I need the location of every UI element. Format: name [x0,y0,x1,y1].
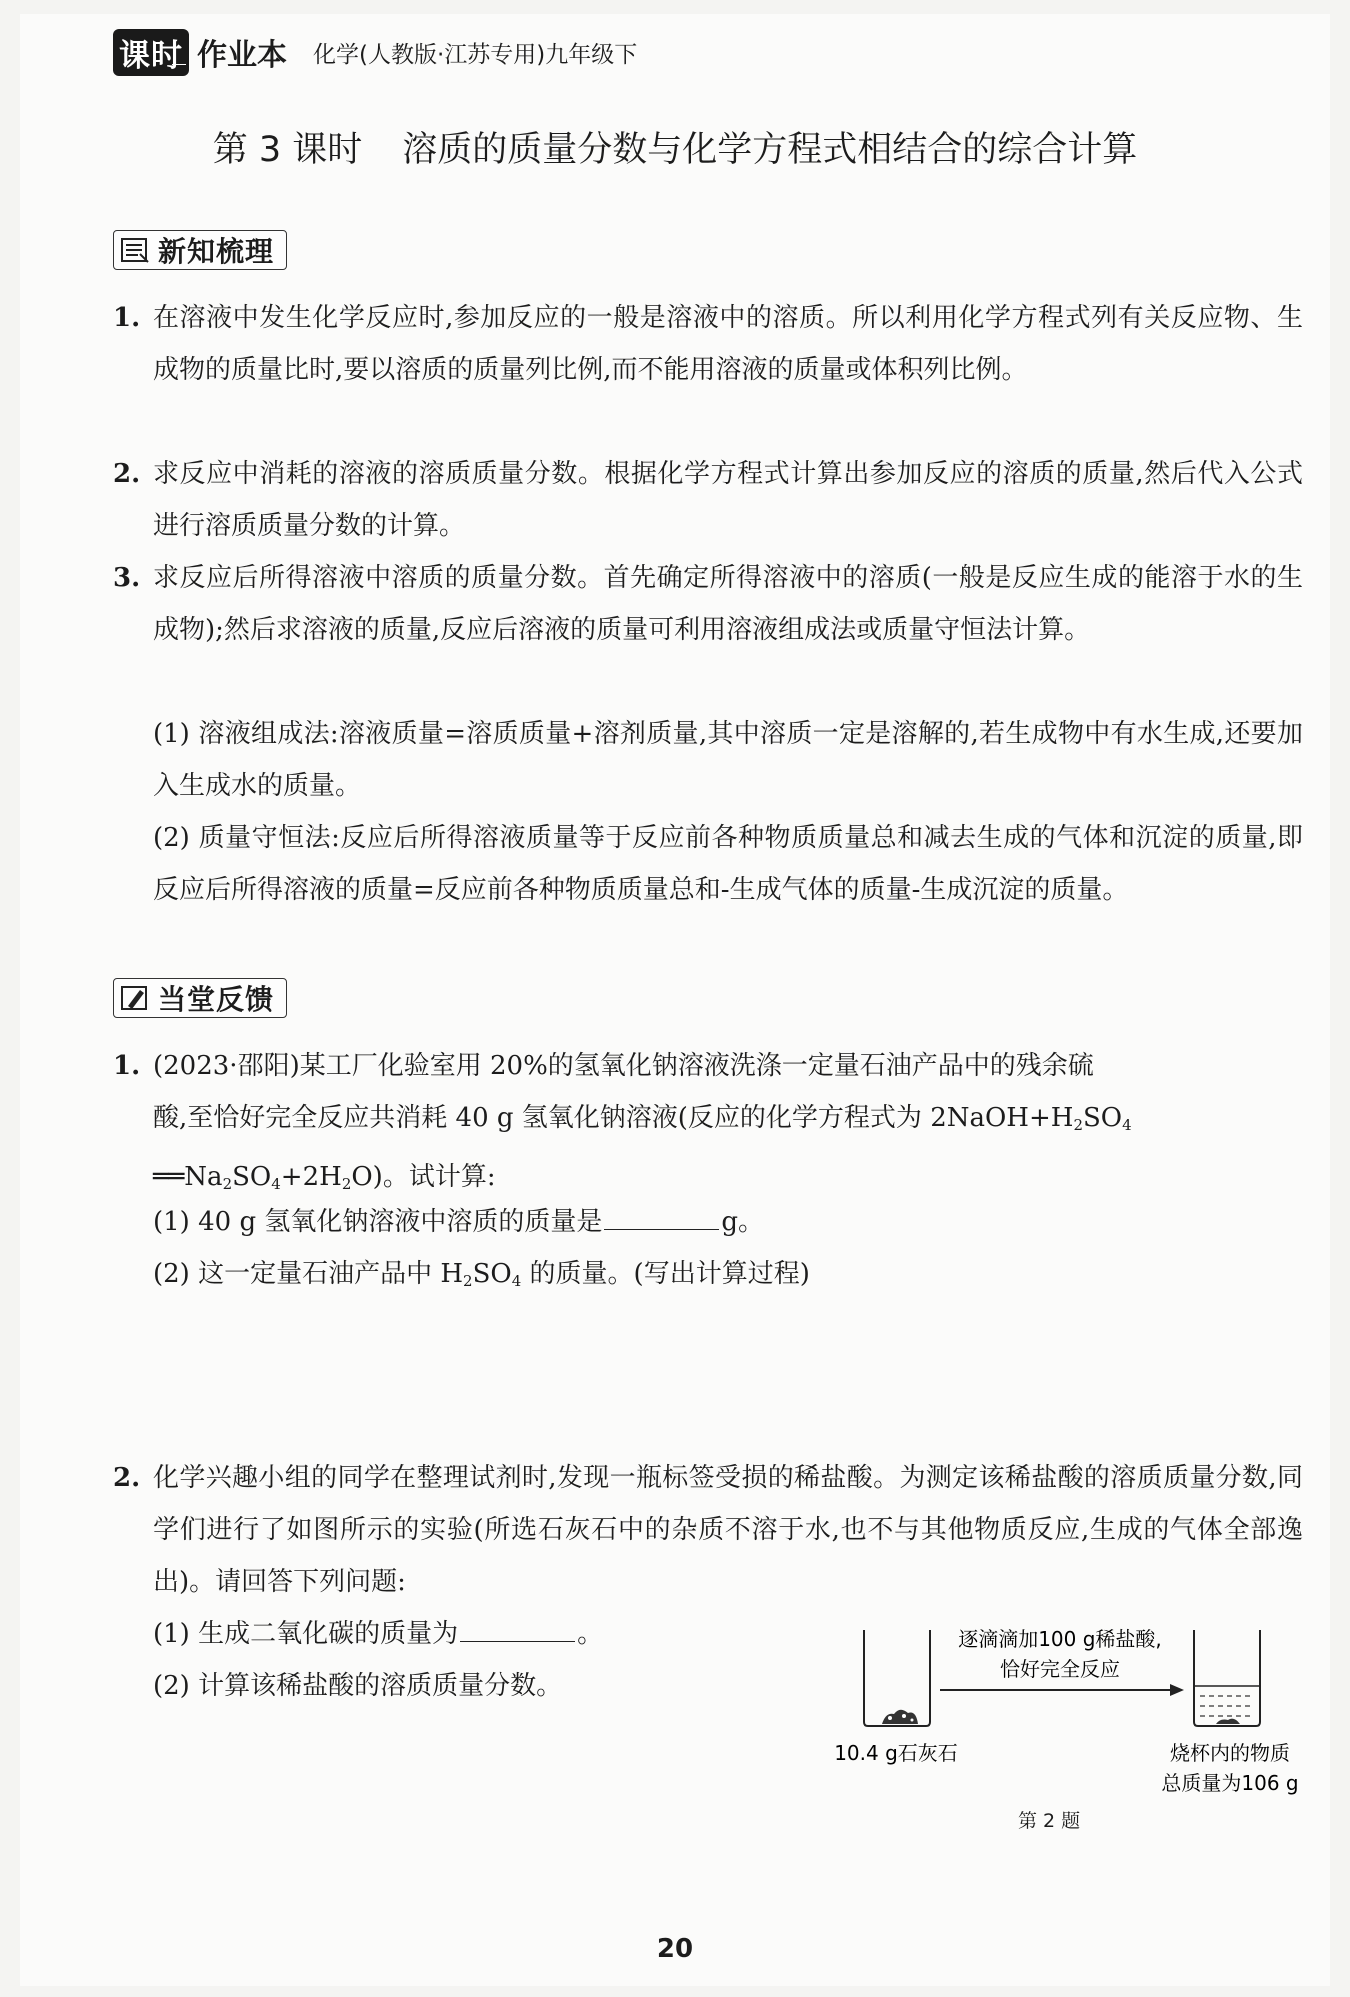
question-1 [113,1040,1303,1200]
reaction-arrow [940,1684,1184,1696]
left-label: 10.4 g石灰石 [834,1741,958,1765]
question-text [153,1040,1303,1210]
brand-logo: 课时 [113,29,189,76]
text-fragment: SO [1082,1103,1123,1133]
question-2-part-1 [153,1608,753,1660]
text-fragment: SO [472,1259,512,1289]
item-number: 1. [113,303,141,333]
subject-label: 化学(人教版·江苏专用)九年级下 [313,41,638,68]
page-number: 20 [656,1934,694,1964]
experiment-figure [820,1610,1300,1830]
brand-name: 作业本 [197,38,287,73]
text-fragment: +2H [280,1162,342,1192]
subscript: 4 [511,1272,522,1290]
question-2-part-2: (2) 计算该稀盐酸的溶质质量分数。 [153,1671,563,1701]
question-line [153,1092,1303,1151]
knowledge-sub-2: (2) 质量守恒法:反应后所得溶液质量等于反应前各种物质质量总和减去生成的气体和沉淀的质量,即反应后所得溶液的质量=反应前各种物质质量总和-生成气体的质量-生成沉淀的质量。 [153,823,1303,905]
text-fragment: ══Na [153,1162,223,1192]
book-icon [120,236,150,264]
lesson-number: 第 3 课时 [212,130,363,170]
text-fragment: (1) 生成二氧化碳的质量为 [153,1619,459,1649]
subscript: 2 [463,1272,473,1290]
section-label: 新知梳理 [158,235,275,268]
beaker-left [864,1630,930,1726]
item-text: 求反应后所得溶液中溶质的质量分数。首先确定所得溶液中的溶质(一般是反应生成的能溶于水的生成物);然后求溶液的质量,反应后溶液的质量可利用溶液组成法或质量守恒法计算。 [153,563,1303,645]
knowledge-item-2 [113,448,1303,552]
right-label-2: 总质量为106 g [1161,1771,1299,1795]
item-number: 2. [113,459,141,489]
text-fragment: O)。试计算: [351,1162,496,1192]
answer-blank[interactable] [604,1200,719,1230]
lesson-name: 溶质的质量分数与化学方程式相结合的综合计算 [402,130,1138,170]
subscript: 2 [222,1175,233,1193]
answer-blank[interactable] [460,1612,575,1642]
item-text: 求反应中消耗的溶液的溶质质量分数。根据化学方程式计算出参加反应的溶质的质量,然后代入公式进行溶质质量分数的计算。 [153,459,1303,541]
text-fragment: g。 [721,1207,765,1237]
subscript: 2 [341,1175,352,1193]
question-1-part-1 [153,1196,1303,1248]
subscript: 4 [1122,1116,1132,1134]
beaker-right [1194,1630,1260,1726]
item-number: 3. [113,563,141,593]
text-fragment: (2) 这一定量石油产品中 H [153,1259,464,1289]
knowledge-item-1 [113,292,1303,448]
question-text: 化学兴趣小组的同学在整理试剂时,发现一瓶标签受损的稀盐酸。为测定该稀盐酸的溶质质量分数,同学们进行了如图所示的实验(所选石灰石中的杂质不溶于水,也不与其他物质反应,生成的气体全部逸出)。请回答下列问题: [153,1463,1303,1597]
lesson-title [0,122,1350,172]
question-number: 2. [113,1463,141,1493]
knowledge-sub-1: (1) 溶液组成法:溶液质量=溶质质量+溶剂质量,其中溶质一定是溶解的,若生成物中有水生成,还要加入生成水的质量。 [153,719,1303,801]
right-label-1: 烧杯内的物质 [1170,1741,1290,1765]
question-2 [113,1452,1303,1608]
question-line: (2023·邵阳)某工厂化验室用 20%的氢氧化钠溶液洗涤一定量石油产品中的残余硫 [153,1051,1094,1081]
arrow-label-2: 恰好完全反应 [1000,1657,1120,1681]
text-fragment: 酸,至恰好完全反应共消耗 40 g 氢氧化钠溶液(反应的化学方程式为 2NaOH+H [153,1103,1074,1133]
pencil-icon [120,984,150,1012]
arrow-label-1: 逐滴滴加100 g稀盐酸, [958,1627,1162,1651]
subscript: 4 [271,1175,281,1193]
subscript: 2 [1073,1116,1083,1134]
text-fragment: (1) 40 g 氢氧化钠溶液中溶质的质量是 [153,1207,603,1237]
section-tag-feedback [113,978,287,1018]
section-label: 当堂反馈 [158,983,275,1016]
figure-caption: 第 2 题 [1018,1810,1081,1832]
text-fragment: SO [232,1162,272,1192]
section-tag-new-knowledge [113,230,287,270]
item-text: 在溶液中发生化学反应时,参加反应的一般是溶液中的溶质。所以利用化学方程式列有关反应物、生成物的质量比时,要以溶质的质量列比例,而不能用溶液的质量或体积列比例。 [153,303,1303,385]
question-1-part-2 [153,1248,1303,1307]
text-fragment: 的质量。(写出计算过程) [521,1259,810,1289]
text-fragment: 。 [577,1619,604,1649]
header [113,28,637,76]
knowledge-item-3 [113,552,1303,708]
question-number: 1. [113,1051,141,1081]
